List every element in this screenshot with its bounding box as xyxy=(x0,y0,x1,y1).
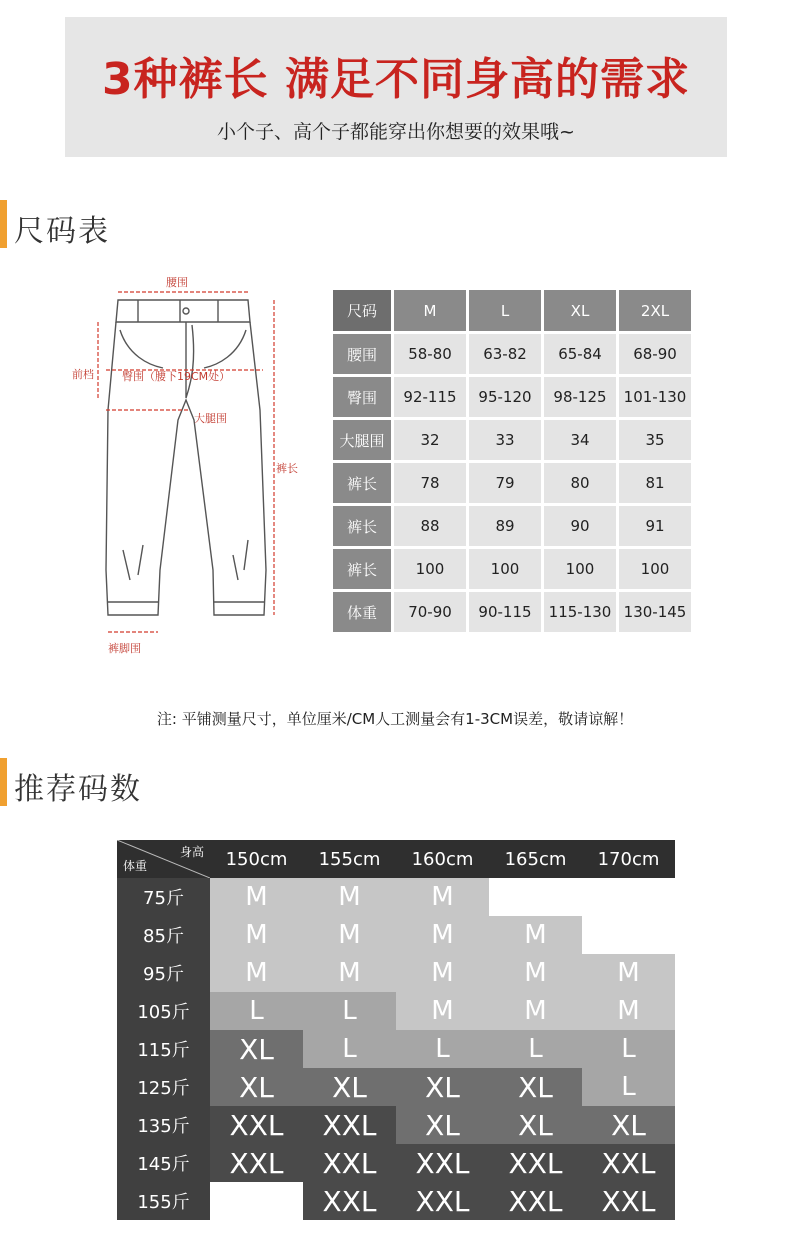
measure-value: 58-80 xyxy=(394,334,466,374)
height-header: 150cm xyxy=(225,848,288,870)
recommend-cell: M xyxy=(210,878,303,916)
promo-banner xyxy=(65,17,727,157)
recommend-cell: M xyxy=(582,954,675,992)
recommend-corner xyxy=(117,840,210,878)
recommend-cell: XXL xyxy=(210,1144,303,1182)
measure-value: 63-82 xyxy=(469,334,541,374)
size-section-header xyxy=(0,200,300,248)
measure-value: 95-120 xyxy=(469,377,541,417)
recommend-cell: L xyxy=(303,992,396,1030)
height-header: 160cm xyxy=(411,848,474,870)
height-header: 165cm xyxy=(504,848,567,870)
recommend-cell: XXL xyxy=(303,1144,396,1182)
weight-label: 75斤 xyxy=(117,878,210,916)
pants-diagram xyxy=(68,270,308,660)
thigh-label: 大腿围 xyxy=(194,412,227,425)
size-column-header: 2XL xyxy=(619,290,691,331)
recommend-cell: XXL xyxy=(396,1182,489,1220)
size-section-title: 尺码表 xyxy=(14,214,110,249)
recommend-cell xyxy=(582,916,675,954)
recommend-cell: L xyxy=(303,1030,396,1068)
recommend-cell: M xyxy=(489,992,582,1030)
rec-section-title: 推荐码数 xyxy=(14,772,142,807)
weight-label: 105斤 xyxy=(117,992,210,1030)
recommend-row xyxy=(117,916,675,954)
measure-label: 裤长 xyxy=(333,506,391,546)
hem-label: 裤脚围 xyxy=(108,642,141,655)
size-column-header: M xyxy=(394,290,466,331)
recommend-row xyxy=(117,1182,675,1220)
measure-value: 32 xyxy=(394,420,466,460)
recommend-cell: L xyxy=(582,1068,675,1106)
measure-value: 33 xyxy=(469,420,541,460)
recommend-cell: M xyxy=(303,954,396,992)
size-table-row xyxy=(333,463,691,503)
recommend-cell: M xyxy=(210,916,303,954)
size-table-header-row xyxy=(333,290,691,331)
measure-value: 80 xyxy=(544,463,616,503)
measure-value: 130-145 xyxy=(619,592,691,632)
recommend-row xyxy=(117,878,675,916)
measure-value: 78 xyxy=(394,463,466,503)
measure-value: 100 xyxy=(619,549,691,589)
corner-height-label: 身高 xyxy=(179,845,204,859)
recommend-cell: XL xyxy=(303,1068,396,1106)
measure-label: 裤长 xyxy=(333,549,391,589)
recommend-cell: M xyxy=(489,916,582,954)
recommend-cell: M xyxy=(303,916,396,954)
measure-value: 88 xyxy=(394,506,466,546)
recommend-header-row xyxy=(117,840,675,878)
measure-value: 100 xyxy=(469,549,541,589)
recommend-cell: XL xyxy=(396,1106,489,1144)
weight-label: 145斤 xyxy=(117,1144,210,1182)
size-table-row xyxy=(333,592,691,632)
recommend-cell: M xyxy=(396,954,489,992)
recommend-cell: M xyxy=(210,954,303,992)
measure-value: 100 xyxy=(544,549,616,589)
recommend-cell: XL xyxy=(210,1030,303,1068)
size-column-header: XL xyxy=(544,290,616,331)
recommend-cell: M xyxy=(582,992,675,1030)
recommend-cell: XXL xyxy=(489,1144,582,1182)
recommend-cell: XL xyxy=(489,1106,582,1144)
recommend-cell: XXL xyxy=(303,1182,396,1220)
measure-value: 100 xyxy=(394,549,466,589)
banner-subtitle: 小个子、高个子都能穿出你想要的效果哦~ xyxy=(217,121,575,143)
recommend-cell xyxy=(210,1182,303,1220)
recommend-row xyxy=(117,1030,675,1068)
length-label: 裤长 xyxy=(276,462,298,475)
recommend-row xyxy=(117,1144,675,1182)
weight-label: 115斤 xyxy=(117,1030,210,1068)
measure-value: 34 xyxy=(544,420,616,460)
measure-label: 体重 xyxy=(333,592,391,632)
weight-label: 155斤 xyxy=(117,1182,210,1220)
recommend-cell: XXL xyxy=(489,1182,582,1220)
measure-value: 92-115 xyxy=(394,377,466,417)
waist-label: 腰围 xyxy=(166,276,188,289)
measure-value: 101-130 xyxy=(619,377,691,417)
measure-label: 腰围 xyxy=(333,334,391,374)
recommend-cell: L xyxy=(210,992,303,1030)
recommend-cell: XL xyxy=(582,1106,675,1144)
recommend-cell: M xyxy=(396,916,489,954)
recommend-cell: XL xyxy=(210,1068,303,1106)
recommend-row xyxy=(117,992,675,1030)
size-table-row xyxy=(333,549,691,589)
size-table-row xyxy=(333,506,691,546)
measure-value: 81 xyxy=(619,463,691,503)
height-header: 170cm xyxy=(597,848,660,870)
size-table-corner: 尺码 xyxy=(333,290,391,331)
measure-value: 90 xyxy=(544,506,616,546)
weight-label: 85斤 xyxy=(117,916,210,954)
measure-value: 70-90 xyxy=(394,592,466,632)
measure-value: 79 xyxy=(469,463,541,503)
measure-value: 91 xyxy=(619,506,691,546)
recommend-row xyxy=(117,1068,675,1106)
measure-value: 89 xyxy=(469,506,541,546)
weight-label: 125斤 xyxy=(117,1068,210,1106)
banner-title: 3种裤长 满足不同身高的需求 xyxy=(102,54,690,105)
weight-label: 95斤 xyxy=(117,954,210,992)
recommend-cell xyxy=(582,878,675,916)
measure-value: 90-115 xyxy=(469,592,541,632)
measure-value: 65-84 xyxy=(544,334,616,374)
measure-value: 35 xyxy=(619,420,691,460)
measure-value: 68-90 xyxy=(619,334,691,374)
recommend-cell: XXL xyxy=(210,1106,303,1144)
corner-weight-label: 体重 xyxy=(123,859,148,873)
measure-label: 臀围 xyxy=(333,377,391,417)
recommend-cell: XL xyxy=(489,1068,582,1106)
recommend-body xyxy=(117,878,675,1220)
recommend-cell: XXL xyxy=(582,1182,675,1220)
section-accent-bar xyxy=(0,200,7,248)
recommend-cell: XXL xyxy=(303,1106,396,1144)
recommend-row xyxy=(117,1106,675,1144)
measure-value: 115-130 xyxy=(544,592,616,632)
recommend-cell: XXL xyxy=(582,1144,675,1182)
height-header: 155cm xyxy=(318,848,381,870)
size-table-row xyxy=(333,420,691,460)
pants-illustration xyxy=(68,270,308,660)
size-column-header: L xyxy=(469,290,541,331)
size-table-row xyxy=(333,334,691,374)
section-accent-bar xyxy=(0,758,7,806)
measurement-note: 注: 平铺测量尺寸，单位厘米/CM人工测量会有1-3CM误差，敬请谅解！ xyxy=(156,710,634,728)
recommend-cell: XL xyxy=(396,1068,489,1106)
hip-label: 臀围（腰下19CM处） xyxy=(122,370,231,383)
recommend-cell xyxy=(489,878,582,916)
recommend-cell: L xyxy=(582,1030,675,1068)
recommend-cell: M xyxy=(489,954,582,992)
size-table-row xyxy=(333,377,691,417)
recommend-cell: L xyxy=(489,1030,582,1068)
weight-label: 135斤 xyxy=(117,1106,210,1144)
recommend-row xyxy=(117,954,675,992)
measure-value: 98-125 xyxy=(544,377,616,417)
recommend-cell: M xyxy=(396,992,489,1030)
recommend-table xyxy=(117,840,675,1220)
recommend-cell: M xyxy=(303,878,396,916)
recommend-cell: M xyxy=(396,878,489,916)
front-rise-label: 前档 xyxy=(72,368,94,381)
rec-section-header xyxy=(0,758,300,806)
measure-label: 裤长 xyxy=(333,463,391,503)
recommend-cell: L xyxy=(396,1030,489,1068)
measure-label: 大腿围 xyxy=(333,420,391,460)
recommend-cell: XXL xyxy=(396,1144,489,1182)
size-table xyxy=(330,287,694,635)
